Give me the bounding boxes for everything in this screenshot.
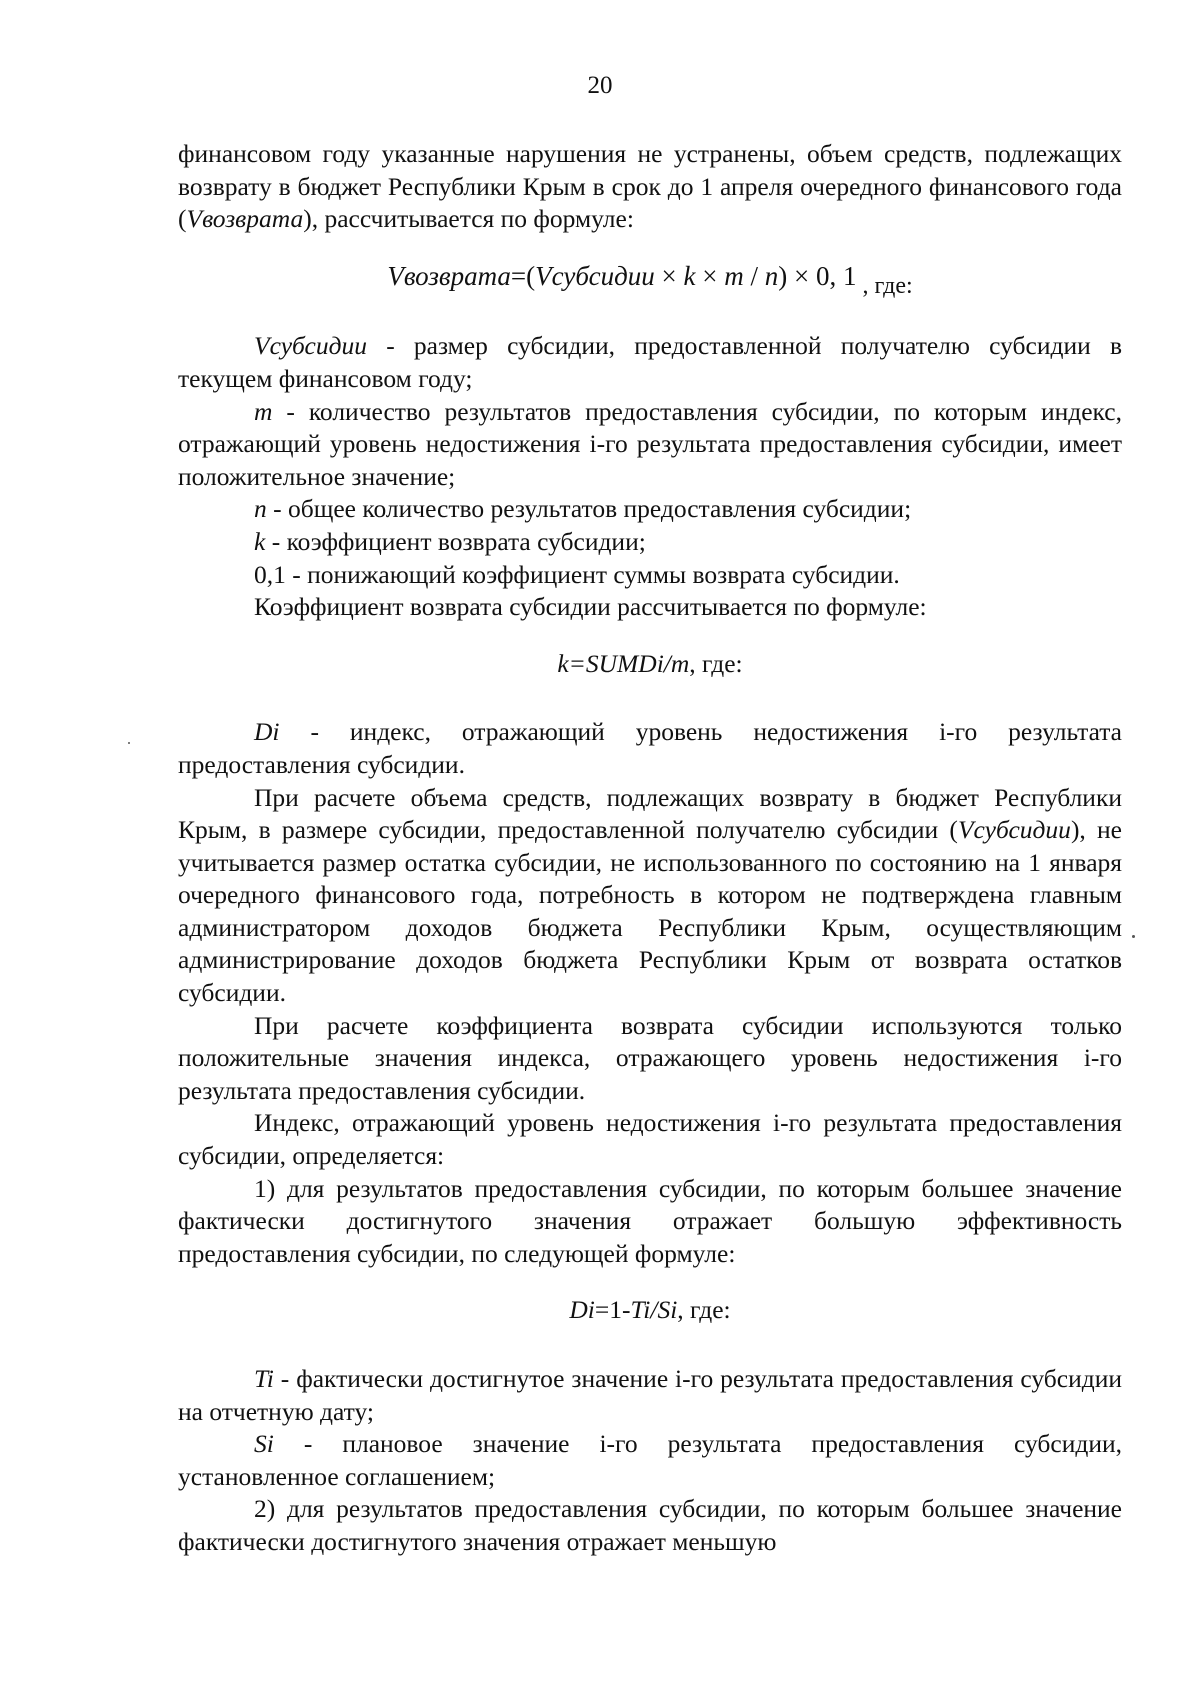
definition-n [178,493,1122,526]
formula2-where: , где: [689,648,743,678]
formula1-close: ) × 0, 1 [778,260,857,291]
formula1-where: , где: [856,272,913,299]
paragraph-intro [178,138,1122,236]
scan-speck-2 [128,742,130,744]
def-k-var: k [254,526,266,556]
definition-m [178,396,1122,494]
formula1-vsub: Vсубсидии [535,260,655,291]
formula-k [178,648,1122,681]
definition-di [178,716,1122,781]
def-si-var: Si [254,1429,274,1459]
paragraph-intro-text: финансовом году указанные нарушения не устранены, объем средств, подлежащих возврату в бюджет Республики Крым в срок до 1 апреля очередного финансового года ( [178,139,1122,234]
paragraph-positive-values: При расчете коэффициента возврата субсидии используются только положительные значения индекса, отражающего уровень недостижения i-го результата предоставления субсидии. [178,1010,1122,1105]
formula-di [178,1294,1122,1327]
formula-vvozvrata [178,260,1122,299]
formula3-mid: =1- [594,1295,631,1325]
formula1-times-2: × [695,260,725,291]
formula1-n: n [764,260,779,291]
def-m-text: - количество результатов предоставления субсидии, по которым индекс, отражающий уровень недостижения i-го результата предоставления субсидии, имеет положительное значение; [178,396,1122,491]
formula1-eq: =( [510,260,536,291]
paragraph-calculation [178,782,1122,1010]
scan-speck [1132,935,1135,938]
formula1-slash: / [743,260,765,291]
paragraph-index: Индекс, отражающий уровень недостижения i-го результата предоставления субсидии, определяется: [178,1108,1122,1171]
page-number: 20 [587,72,613,99]
def-n-var: n [254,494,267,524]
def-vsub-var: Vсубсидии [254,331,367,361]
def-n-text: - общее количество результатов предоставления субсидии; [266,494,912,524]
formula1-m: m [724,260,744,291]
formula3-where: , где: [677,1295,731,1325]
formula1-lhs: Vвозврата [387,260,511,291]
paragraph-intro-end: ), рассчитывается по формуле: [303,204,634,234]
definition-k [178,526,1122,559]
definition-si [178,1428,1122,1493]
def-k-text: - коэффициент возврата субсидии; [265,526,646,556]
definition-0-1: 0,1 - понижающий коэффициент суммы возврата субсидии. [254,559,900,589]
paragraph-calculation-var: Vсубсидии [957,815,1071,845]
definition-vsubsidii [178,330,1122,395]
var-vvozvrata: Vвозврата [186,204,304,234]
list-item-1: 1) для результатов предоставления субсидии, по которым большее значение фактически достигнутого значения отражает большую эффективность предоставления субсидии, по следующей формуле: [178,1173,1122,1268]
def-vsub-text: - размер субсидии, предоставленной получателю субсидии в текущем финансовом году; [178,331,1122,393]
def-di-var: Di [254,717,280,747]
def-ti-text: - фактически достигнутое значение i-го результата предоставления субсидии на отчетную дату; [178,1364,1122,1426]
def-si-text: - плановое значение i-го результата предоставления субсидии, установленное соглашением; [178,1429,1122,1491]
coefficient-intro: Коэффициент возврата субсидии рассчитывается по формуле: [254,592,927,622]
list-item-2: 2) для результатов предоставления субсидии, по которым большее значение фактически достигнутого значения отражает меньшую [178,1494,1122,1556]
document-body [178,138,1122,1559]
def-di-text: - индекс, отражающий уровень недостижения i-го результата предоставления субсидии. [178,717,1122,779]
formula2-expr: k=SUMDi/m [557,648,690,678]
formula3-rhs: Ti/Si [630,1295,678,1325]
definition-ti [178,1363,1122,1428]
def-m-var: m [254,396,273,426]
paragraph-calculation-end: ), не учитывается размер остатка субсидии, не использованного по состоянию на 1 января очередного финансового года, потребность в котором не подтверждена главным администратором доходов бюджета Республики Крым, осуществляющим администрирование доходов бюджета Республики Крым от возврата остатков субсидии. [178,815,1122,1008]
formula3-lhs: Di [569,1295,595,1325]
formula1-k: k [683,260,696,291]
paragraph-calculation-start: При расчете объема средств, подлежащих возврату в бюджет Республики Крым, в размере субсидии, предоставленной получателю субсидии ( [178,782,1122,845]
formula1-times: × [654,260,684,291]
def-ti-var: Ti [254,1364,274,1393]
